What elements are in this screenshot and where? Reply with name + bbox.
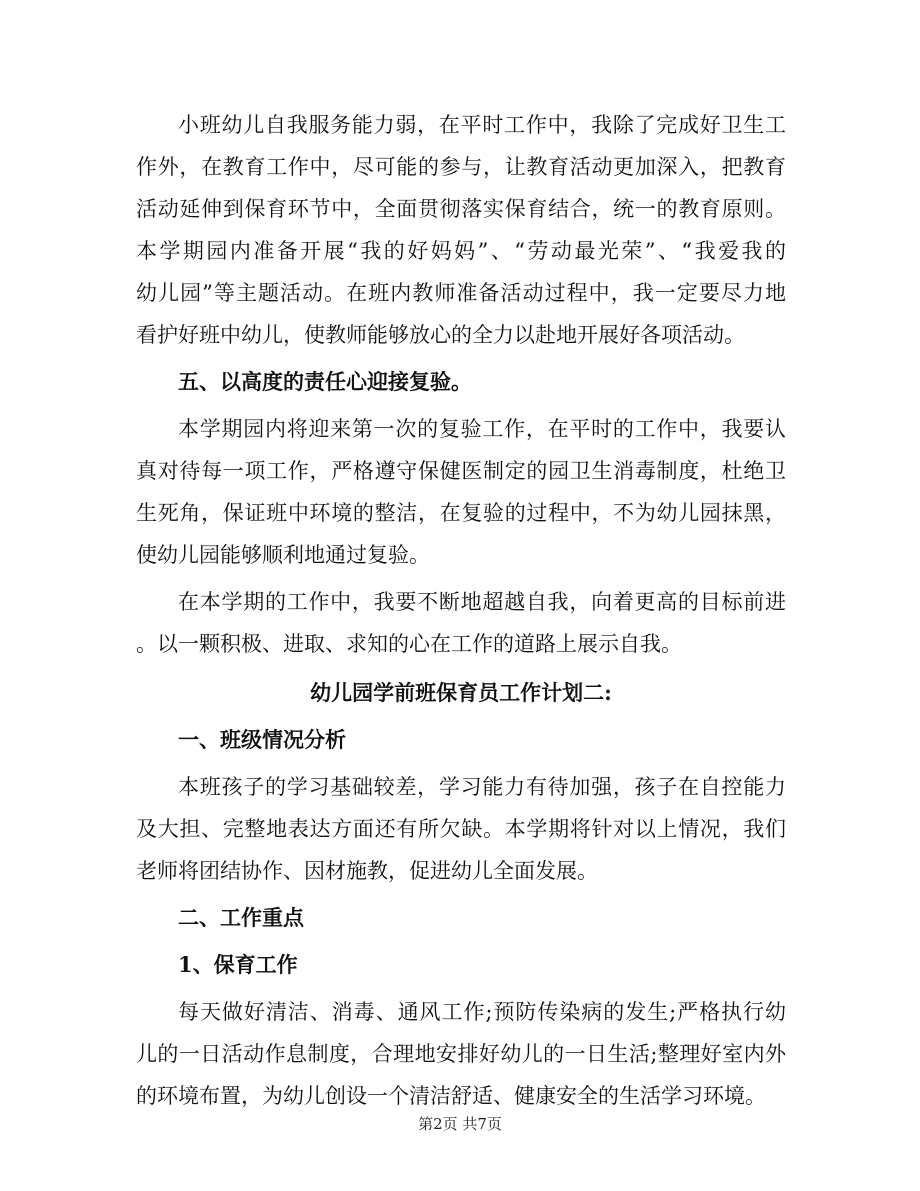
- subsection-heading: 1、保育工作: [178, 952, 298, 977]
- text-line: 作外，在教育工作中，尽可能的参与，让教育活动更加深入，把教育: [136, 155, 786, 179]
- text-line: 活动延伸到保育环节中，全面贯彻落实保育结合，统一的教育原则。: [136, 197, 786, 221]
- text-line: 看护好班中幼儿，使教师能够放心的全力以赴地开展好各项活动。: [136, 323, 745, 347]
- text-line: 的环境布置，为幼儿创设一个清洁舒适、健康安全的生活学习环境。: [136, 1084, 766, 1108]
- document-body: [136, 104, 786, 1117]
- paragraph: [136, 104, 786, 356]
- section-heading: 一、班级情况分析: [178, 727, 346, 752]
- text-line: 本学期园内将迎来第一次的复验工作，在平时的工作中，我要认: [178, 417, 786, 441]
- text-line: 生死角，保证班中环境的整洁，在复验的过程中，不为幼儿园抹黑，: [136, 501, 786, 525]
- paragraph: [136, 581, 786, 665]
- text-line: 使幼儿园能够顺利地通过复验。: [136, 543, 430, 567]
- text-line: 在本学期的工作中，我要不断地超越自我，向着更高的目标前进: [178, 590, 786, 614]
- text-line: 每天做好清洁、消毒、通风工作;预防传染病的发生;严格执行幼: [178, 1000, 786, 1024]
- document-section-title: 幼儿园学前班保育员工作计划二:: [310, 680, 612, 705]
- paragraph: [136, 991, 786, 1117]
- text-line: 老师将团结协作、因材施教，促进幼儿全面发展。: [136, 859, 598, 883]
- text-line: 及大担、完整地表达方面还有所欠缺。本学期将针对以上情况，我们: [136, 817, 786, 841]
- section-heading: 二、工作重点: [178, 905, 304, 930]
- text-line: 小班幼儿自我服务能力弱，在平时工作中，我除了完成好卫生工: [178, 113, 786, 137]
- paragraph: [136, 408, 786, 576]
- text-line: 。以一颗积极、进取、求知的心在工作的道路上展示自我。: [136, 632, 682, 656]
- text-line: 幼儿园”等主题活动。在班内教师准备活动过程中，我一定要尽力地: [136, 281, 786, 305]
- page-number-footer: 第2页 共7页: [418, 1115, 502, 1133]
- paragraph: [136, 766, 786, 892]
- text-line: 真对待每一项工作，严格遵守保健医制定的园卫生消毒制度，杜绝卫: [136, 459, 786, 483]
- section-heading: 五、以高度的责任心迎接复验。: [178, 369, 472, 394]
- text-line: 本学期园内准备开展“我的好妈妈”、“劳动最光荣”、“我爱我的: [136, 239, 786, 263]
- text-line: 本班孩子的学习基础较差，学习能力有待加强，孩子在自控能力: [178, 775, 786, 799]
- text-line: 儿的一日活动作息制度，合理地安排好幼儿的一日生活;整理好室内外: [136, 1042, 786, 1066]
